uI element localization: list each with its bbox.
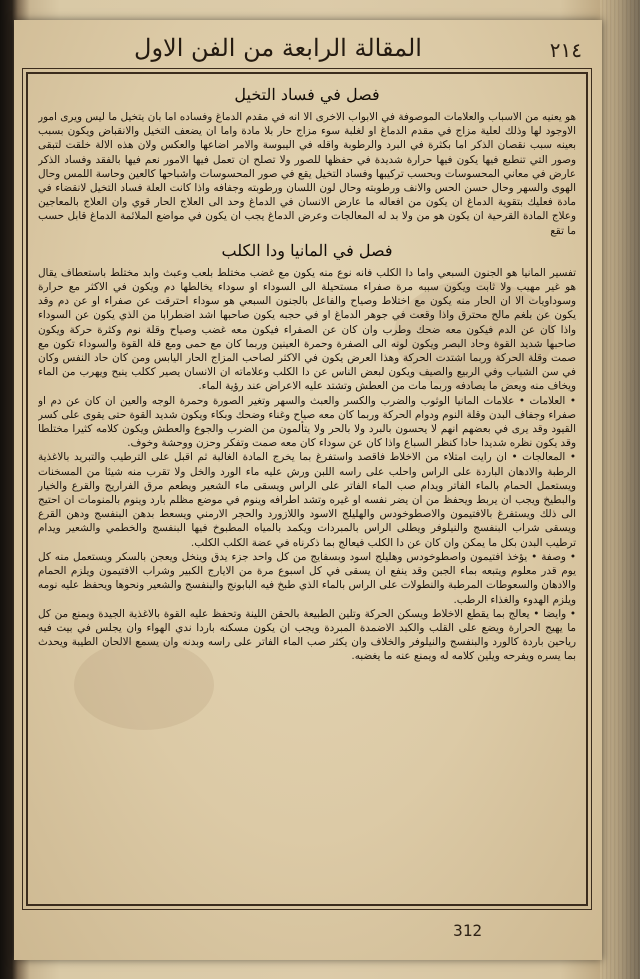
text-frame — [26, 72, 588, 906]
running-head — [28, 32, 588, 68]
book-page-edges — [600, 0, 640, 979]
running-head-title: المقالة الرابعة من الفن الاول — [134, 34, 422, 62]
section-title-imagination: فصل في فساد التخيل — [234, 85, 380, 104]
section-body-mania: تفسير المانيا هو الجنون السبعي واما دا الكلب فانه نوع منه يكون مع غضب مختلط بلعب وعبث وابد مختلط باستعطاف يقال هو غير مهيب ولا ثابت ويكون سببه مرة صفراء مستحيلة الى السوداء او سوداء يخالطها دم ويكون في الاكثر مع حرارة وسوداويات الا ان الحار منه يكون مع اختلاط وصياح والفاعل بالجنون السبعي هو سوداء احترقت عن صفراء او عن دم وقد يكون عن بلغم مالح محترق واذا وقعت في جوهر الدماغ او في حجبه يكون صاحبها اشد اضطرابا من الذي يكون عن السوداء واذا كان عن الدم فيكون معه ضحك وطرب وان كان عن الصفراء فيكون معه غضب وصياح وقلة نوم وكثرة حركة ويكون صاحبها شديد القوة وحاد البصر ويكون لونه الى الصفرة وحمرة العينين وربما كان مع حمى ومع قلة القوة والسوداء تكون مع صمت وقلة الحركة وربما اشتدت الحركة وهذا العرض يكون في الاكثر لصاحب المزاج الحار اليابس ومن كان حاد النفس وكان في سن الشباب وفي الربيع والصيف ويكون لبعض الناس عن دا الكلب وعلاماته ان الانسان يصير ككلب ينبح ويهرب من الماء ويخاف منه ويعض ما يصادفه وربما مات من العطش وتشتد عليه الاعراض عند رؤية الماء. • العلامات • علامات المانيا الوثوب والضرب والكسر والعبث والسهر وتغير الصورة وحمرة الوجه والعين ان كان عن دم او صفراء وجفاف البدن وقلة النوم ودوام الحركة وربما كان معه صياح وغناء وضحك وبكاء ويكون شديد القوة حتى يقوى على كسر القيود وقد يرى في بعضهم انهم لا يحسون بالبرد ولا بالحر ولا يتألمون من الضرب والجوع والعطش ويكون كلامه كثيرا مختلطا وقد يكون نظره شديدا حادا كنظر السباع واذا كان عن سوداء كان معه صمت وتفكر وحزن ووحشة وخوف. • المعالجات • ان رايت امتلاء من الاخلاط فاقصد واستفرغ بما يخرج المادة الغالبة ثم اقبل على الترطيب والتبريد بالاغذية الرطبة والادهان الباردة على الراس واحلب على راسه اللبن ورش عليه ماء الورد والخل ولا تقرب منه شيئا من المسخنات ويستعمل الحمام بالماء الفاتر ويدام صب الماء الفاتر على الراس ويسقى ماء الشعير ويطعم مرق الفراريج والقرع والخيار والبطيخ ويجب ان يربط ويحفظ من ان يضر نفسه او غيره وتشد اطرافه وينوم في موضع مظلم بارد وينوم بالمنومات ان احتيج الى ذلك ويستفرغ بالافتيمون والاصطوخودس والهليلج الاسود واللازورد والحجر الارمني ويسعط بدهن البنفسج ودهن القرع ويسقى شراب البنفسج والنيلوفر ويطلى الراس بالمبردات ويكمد بالمياه المطبوخ فيها البنفسج والخطمي والشعير ويدام ترطيب البدن بكل ما يمكن وان كان عن دا الكلب فيعالج بما ذكرناه في عضة الكلب الكلب. • وصفة • يؤخذ افتيمون واصطوخودس وهليلج اسود وبسفايج من كل واحد جزء يدق وينخل ويعجن بالسكر ويستعمل منه كل يوم قدر معلوم ويتبعه بماء الجبن وقد ينفع ان يسقى في كل اسبوع مرة من الايارج الكبير وشراب الافتيمون ويلزم الحمام والادهان والسعوطات المرطبة والنطولات على الراس بالماء الذي طبخ فيه البابونج والبنفسج والشعير ونحوها ويحفظ عليه نومه ويلزم الهدوء والغذاء الرطب. • وايضا • يعالج بما يقطع الاخلاط ويسكن الحركة وتلين الطبيعة بالحقن اللينة وتحفظ عليه القوة بالاغذية الجيدة ويمنع من كل ما يهيج الحرارة ويضع على القلب والكبد الاضمدة المبردة ويجب ان يكون مسكنه باردا ندي الهواء وان يجلس في بيت فيه رياحين باردة كالورد والبنفسج والنيلوفر والخلاف وان يكثر صب الماء الفاتر على راسه وبدنه وان يسمع الالحان الطيبة ويحدث بما يسره ويفرحه ويلين كلامه له ويمنع عنه ما يغضبه. — [38, 266, 576, 663]
folio-number: 312 — [453, 921, 482, 940]
section-body-imagination: هو يعنيه من الاسباب والعلامات الموصوفة في الابواب الاخرى الا انه في مقدم الدماغ وفساده اما بان يتخيل ما ليس ويرى امور الاوجود لها وذلك لعلية مزاج في مقدم الدماغ او لغلبة سوء مزاج حار بلا مادة واما ان يضعف التخيل والانقباض ويكون بسبب بعينه سبب نقصان الذكر اما بكثرة في البرد والرطوبة واقله في اليبوسة والامر اضاعها والعكس ولان هذه الالة خلقت لتبقى وصور التي تنطبع فيها يكون فيها حرارة شديدة في حفظها للصور ولا تصلح ان تعمل فيها الامور نعم فيها بالفقد وفساد الذكر عارض في معاني المحسوسات وبحسب تركيبها وفساد التخيل يقع في صور المحسوسات واشباحها كالعين وحاسة اللمس وحال الهوى والسهر وحال حسن الحس والانف ورطوبته وحال لون اللسان ورطوبته وجفافه واذا كانت العلة فساد التخيل لانقضاء في مادة فعليك بتقوية الدماغ ان يكون من افعاله ما عارض الانسان في الدماغ وحد الى العلاج الحار قوي وان العلاج بالمعاجين وعلاج المادة القرحية ان يكون هو من ولا بد له المعالجات وعرض الدماغ يجب ان يكون في مواضع الملائمة الدماغ قابل حسب ما تقع — [38, 111, 576, 237]
book-page — [14, 20, 602, 960]
section-title-mania: فصل في المانيا ودا الكلب — [221, 240, 393, 260]
text-block — [38, 82, 576, 898]
page-number: ٢١٤ — [549, 38, 582, 62]
